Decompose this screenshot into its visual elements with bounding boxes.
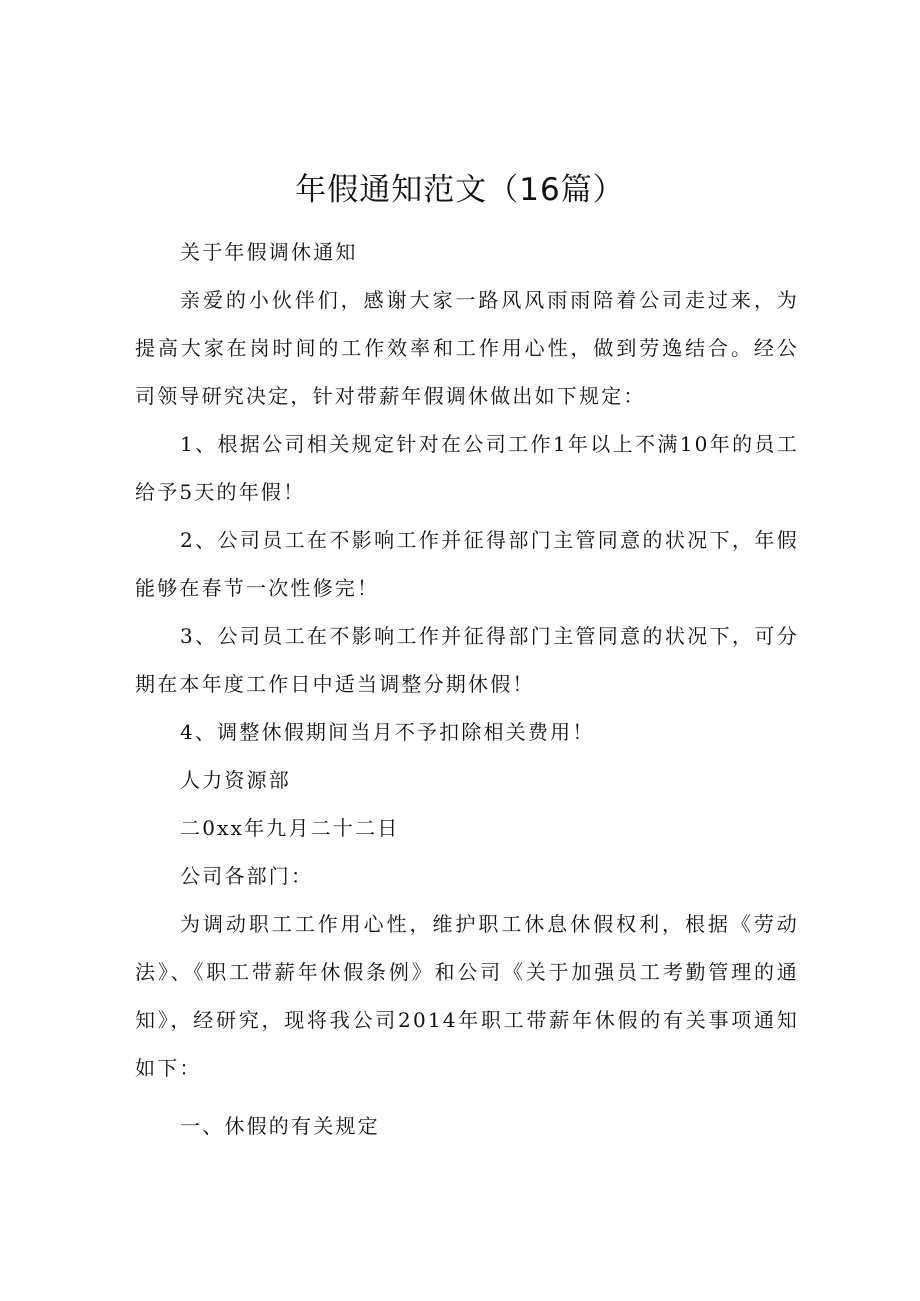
second-notice-salutation: 公司各部门： — [180, 864, 314, 888]
document-title: 年假通知范文（16篇） — [295, 172, 625, 208]
second-notice-paragraph: 为调动职工工作用心性，维护职工休息休假权利，根据《劳动法》、《职工带薪年休假条例》和公司《关于加强员工考勤管理的通知》，经研究，现将我公司2014年职工带薪年休假的有关事项通知如下： — [135, 912, 799, 1080]
rule-item-1: 1、根据公司相关规定针对在公司工作1年以上不满10年的员工给予5天的年假！ — [135, 432, 799, 504]
notice-heading: 关于年假调休通知 — [180, 240, 358, 264]
section-heading-1: 一、休假的有关规定 — [180, 1114, 380, 1138]
signature-department: 人力资源部 — [180, 768, 291, 792]
rule-item-4: 4、调整休假期间当月不予扣除相关费用！ — [180, 720, 595, 744]
rule-item-2: 2、公司员工在不影响工作并征得部门主管同意的状况下，年假能够在春节一次性修完！ — [135, 528, 799, 600]
rule-item-3: 3、公司员工在不影响工作并征得部门主管同意的状况下，可分期在本年度工作日中适当调整分期休假！ — [135, 624, 799, 696]
signature-date: 二0xx年九月二十二日 — [180, 816, 400, 840]
document-body — [135, 228, 799, 1150]
intro-paragraph: 亲爱的小伙伴们，感谢大家一路风风雨雨陪着公司走过来，为提高大家在岗时间的工作效率和工作用心性，做到劳逸结合。经公司领导研究决定，针对带薪年假调休做出如下规定： — [135, 288, 799, 408]
